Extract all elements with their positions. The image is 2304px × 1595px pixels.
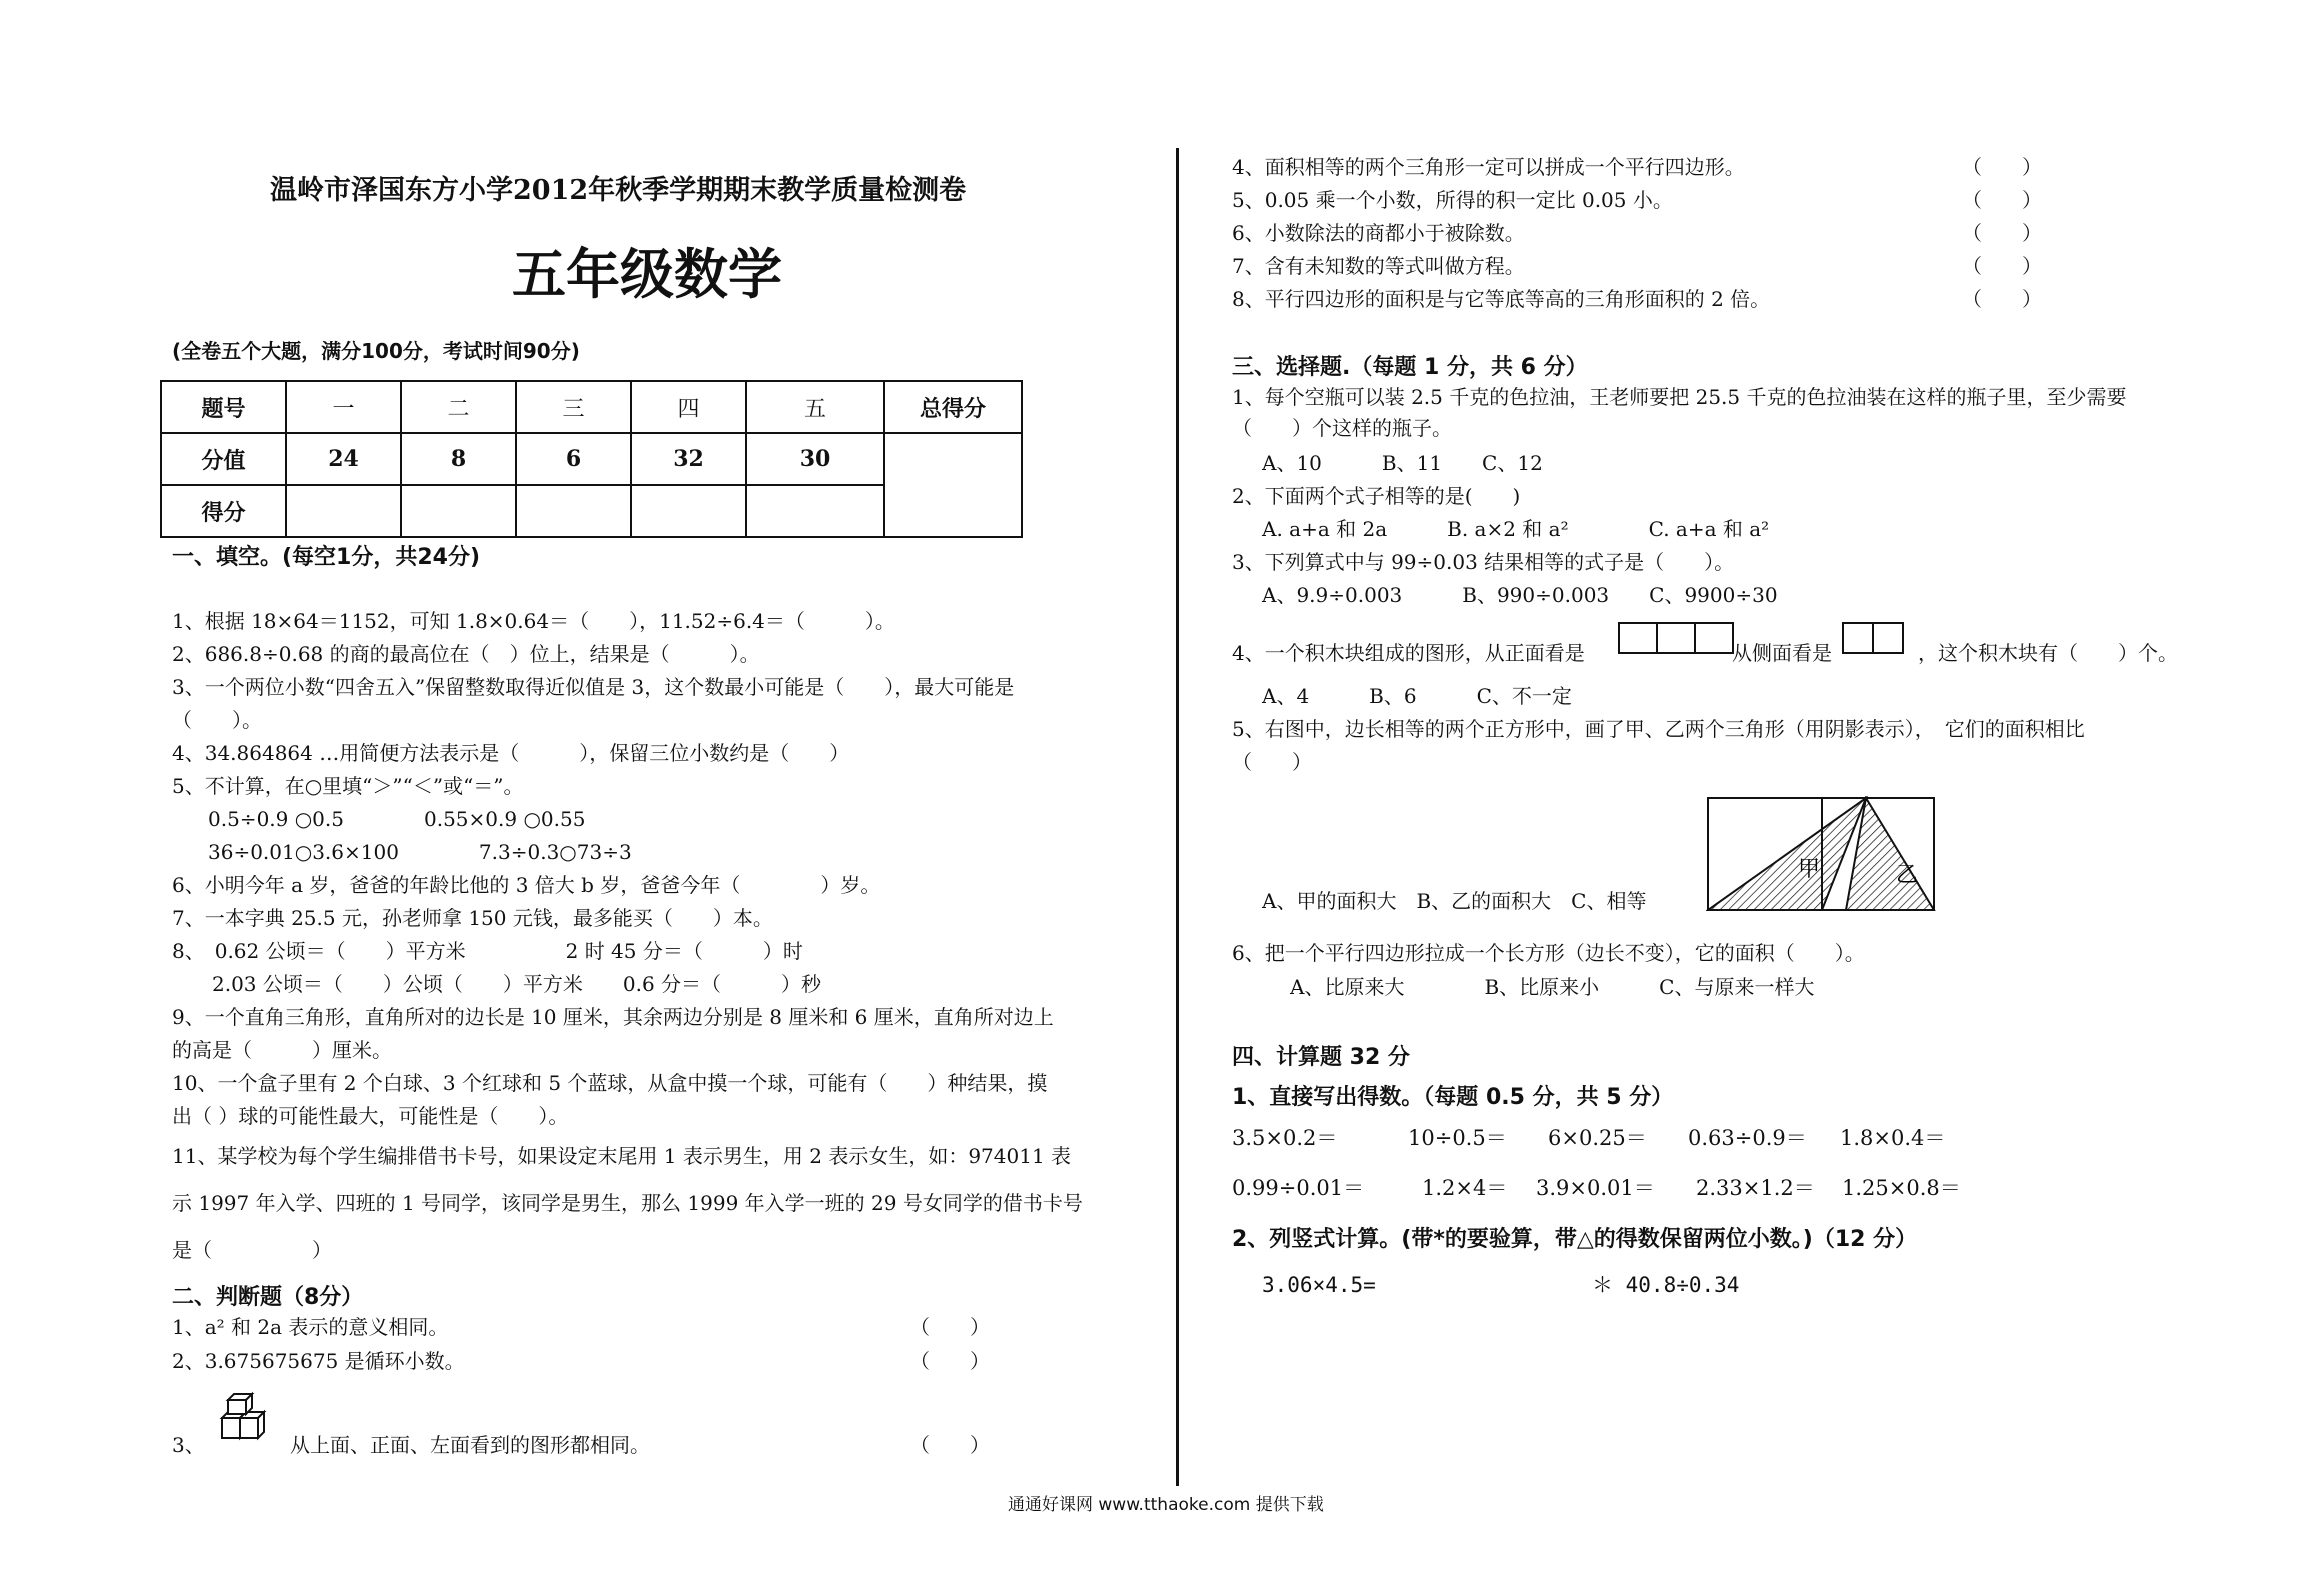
score-cell[interactable] <box>631 485 746 537</box>
choice-options: A、10 B、11 C、12 <box>1262 451 1543 475</box>
judge-item: 2、3.675675675 是循环小数。 <box>172 1349 465 1373</box>
answer-bracket[interactable]: （ ） <box>1962 287 2042 311</box>
question-line: 5、不计算，在○里填“＞”“＜”或“＝”。 <box>172 774 524 798</box>
figure-label-yi: 乙 <box>1896 863 1919 888</box>
score-table-header: 三 <box>516 381 631 433</box>
choice-line: 1、每个空瓶可以装 2.5 千克的色拉油，王老师要把 25.5 千克的色拉油装在这样的瓶子里，至少需要 <box>1232 385 2127 409</box>
row-label: 得分 <box>161 485 286 537</box>
points-cell: 32 <box>631 433 746 485</box>
score-cell[interactable] <box>401 485 516 537</box>
question-line: 示 1997 年入学、四班的 1 号同学，该同学是男生，那么 1999 年入学一班的 29 号女同学的借书卡号 <box>172 1191 1083 1215</box>
figure-label-jia: 甲 <box>1798 857 1821 882</box>
calc-item: 2.33×1.2＝ <box>1696 1176 1815 1200</box>
question-line: 出（ ）球的可能性最大，可能性是（ ）。 <box>172 1104 569 1128</box>
question-line: 2.03 公顷＝（ ）公顷（ ）平方米 0.6 分＝（ ）秒 <box>212 972 822 996</box>
front-view-figure <box>1620 622 1734 654</box>
score-table <box>160 380 1023 538</box>
choice-line: 3、下列算式中与 99÷0.03 结果相等的式子是（ ）。 <box>1232 550 1735 574</box>
choice-line: 从侧面看是 <box>1732 641 1832 665</box>
points-cell: 30 <box>746 433 884 485</box>
choice-line: 4、一个积木块组成的图形，从正面看是 <box>1232 641 1585 665</box>
question-line: 是（ ） <box>172 1238 332 1262</box>
two-squares-figure <box>1706 796 1938 914</box>
question-line: 11、某学校为每个学生编排借书卡号，如果设定末尾用 1 表示男生，用 2 表示女生，如：974011 表 <box>172 1144 1072 1168</box>
choice-line: （ ） <box>1232 750 1312 774</box>
question-line: 10、一个盒子里有 2 个白球、3 个红球和 5 个蓝球，从盒中摸一个球，可能有（ ）种结果，摸 <box>172 1071 1048 1095</box>
section4-title: 四、计算题 32 分 <box>1232 1045 1410 1070</box>
section2-title: 二、判断题（8分） <box>172 1285 364 1310</box>
section3-title: 三、选择题.（每题 1 分，共 6 分） <box>1232 355 1588 380</box>
question-line: 36÷0.01○3.6×100 7.3÷0.3○73÷3 <box>208 840 632 864</box>
judge-item: 5、0.05 乘一个小数，所得的积一定比 0.05 小。 <box>1232 188 1673 212</box>
choice-options: A、甲的面积大 B、乙的面积大 C、相等 <box>1262 889 1647 913</box>
judge-item: 8、平行四边形的面积是与它等底等高的三角形面积的 2 倍。 <box>1232 287 1771 311</box>
score-table-header: 一 <box>286 381 401 433</box>
points-cell: 6 <box>516 433 631 485</box>
footer-source: 通通好课网 www.tthaoke.com 提供下载 <box>1008 1495 1324 1515</box>
judge-item: 4、面积相等的两个三角形一定可以拼成一个平行四边形。 <box>1232 155 1745 179</box>
calc-item: 1.25×0.8＝ <box>1842 1176 1961 1200</box>
answer-bracket[interactable]: （ ） <box>1962 155 2042 179</box>
question-line: 的高是（ ）厘米。 <box>172 1038 392 1062</box>
subject-title: 五年级数学 <box>512 243 782 306</box>
exam-info: (全卷五个大题，满分100分，考试时间90分) <box>172 339 580 363</box>
answer-bracket[interactable]: （ ） <box>910 1349 990 1373</box>
choice-line: ，这个积木块有（ ）个。 <box>1918 641 2178 665</box>
section1-title: 一、填空。(每空1分，共24分) <box>172 545 481 570</box>
row-label: 分值 <box>161 433 286 485</box>
question-line: 9、一个直角三角形，直角所对的边长是 10 厘米，其余两边分别是 8 厘米和 6 厘米，直角所对边上 <box>172 1005 1054 1029</box>
judge-item: 6、小数除法的商都小于被除数。 <box>1232 221 1525 245</box>
question-line: 4、34.864864 …用简便方法表示是（ ），保留三位小数约是（ ） <box>172 741 850 765</box>
choice-line: 5、右图中，边长相等的两个正方形中，画了甲、乙两个三角形（用阴影表示）， 它们的面积相比 <box>1232 717 2085 741</box>
calc-item: 0.99÷0.01＝ <box>1232 1176 1365 1200</box>
question-line: 7、一本字典 25.5 元，孙老师拿 150 元钱，最多能买（ ）本。 <box>172 906 773 930</box>
calc-item: 10÷0.5＝ <box>1408 1126 1507 1150</box>
section4-sub2: 2、列竖式计算。(带*的要验算，带△的得数保留两位小数。)（12 分） <box>1232 1227 1918 1252</box>
vertical-calc-item: 3.06×4.5= <box>1262 1273 1376 1297</box>
calc-item: 3.9×0.01＝ <box>1536 1176 1655 1200</box>
points-cell: 24 <box>286 433 401 485</box>
choice-line: 2、下面两个式子相等的是( ) <box>1232 484 1521 508</box>
section4-sub1: 1、直接写出得数。（每题 0.5 分，共 5 分） <box>1232 1085 1674 1110</box>
choice-line: 6、把一个平行四边形拉成一个长方形（边长不变），它的面积（ ）。 <box>1232 941 1865 965</box>
judge-item: 从上面、正面、左面看到的图形都相同。 <box>290 1433 650 1457</box>
question-line: 1、根据 18×64＝1152，可知 1.8×0.64＝（ ），11.52÷6.4＝（ ）。 <box>172 609 895 633</box>
calc-item: 1.2×4＝ <box>1422 1176 1508 1200</box>
score-table-header-row <box>161 381 1022 433</box>
score-table-header: 五 <box>746 381 884 433</box>
side-view-figure <box>1844 622 1904 654</box>
vertical-calc-item: ＊ 40.8÷0.34 <box>1592 1273 1740 1297</box>
cube-blocks-figure <box>218 1388 280 1446</box>
school-title: 温岭市泽国东方小学2012年秋季学期期末教学质量检测卷 <box>270 175 967 206</box>
judge-item: 1、a² 和 2a 表示的意义相同。 <box>172 1315 449 1339</box>
choice-options: A、比原来大 B、比原来小 C、与原来一样大 <box>1290 975 1815 999</box>
total-score-cell[interactable] <box>884 433 1022 537</box>
score-table-header: 四 <box>631 381 746 433</box>
calc-item: 3.5×0.2＝ <box>1232 1126 1338 1150</box>
question-line: 0.5÷0.9 ○0.5 0.55×0.9 ○0.55 <box>208 807 586 831</box>
judge-item: 7、含有未知数的等式叫做方程。 <box>1232 254 1525 278</box>
calc-item: 6×0.25＝ <box>1548 1126 1647 1150</box>
answer-bracket[interactable]: （ ） <box>1962 188 2042 212</box>
calc-item: 1.8×0.4＝ <box>1840 1126 1946 1150</box>
answer-bracket[interactable]: （ ） <box>1962 254 2042 278</box>
score-table-header: 题号 <box>161 381 286 433</box>
choice-options: A、9.9÷0.003 B、990÷0.003 C、9900÷30 <box>1262 583 1778 607</box>
choice-line: （ ）个这样的瓶子。 <box>1232 416 1452 440</box>
score-table-header: 二 <box>401 381 516 433</box>
question-line: 6、小明今年 a 岁，爸爸的年龄比他的 3 倍大 b 岁，爸爸今年（ ）岁。 <box>172 873 881 897</box>
judge-item: 3、 <box>172 1433 205 1457</box>
question-line: （ ）。 <box>172 708 262 732</box>
choice-options: A. a+a 和 2a B. a×2 和 a² C. a+a 和 a² <box>1262 517 1770 541</box>
score-table-points-row <box>161 433 1022 485</box>
question-line: 2、686.8÷0.68 的商的最高位在（ ）位上，结果是（ ）。 <box>172 642 760 666</box>
score-cell[interactable] <box>286 485 401 537</box>
answer-bracket[interactable]: （ ） <box>910 1433 990 1457</box>
calc-item: 0.63÷0.9＝ <box>1688 1126 1807 1150</box>
score-cell[interactable] <box>746 485 884 537</box>
answer-bracket[interactable]: （ ） <box>1962 221 2042 245</box>
answer-bracket[interactable]: （ ） <box>910 1315 990 1339</box>
choice-options: A、4 B、6 C、不一定 <box>1262 684 1572 708</box>
score-cell[interactable] <box>516 485 631 537</box>
question-line: 3、一个两位小数“四舍五入”保留整数取得近似值是 3，这个数最小可能是（ ），最大可能是 <box>172 675 1015 699</box>
points-cell: 8 <box>401 433 516 485</box>
question-line: 8、 0.62 公顷＝（ ）平方米 2 时 45 分＝（ ）时 <box>172 939 803 963</box>
score-table-header: 总得分 <box>884 381 1022 433</box>
column-divider <box>1176 148 1179 1486</box>
